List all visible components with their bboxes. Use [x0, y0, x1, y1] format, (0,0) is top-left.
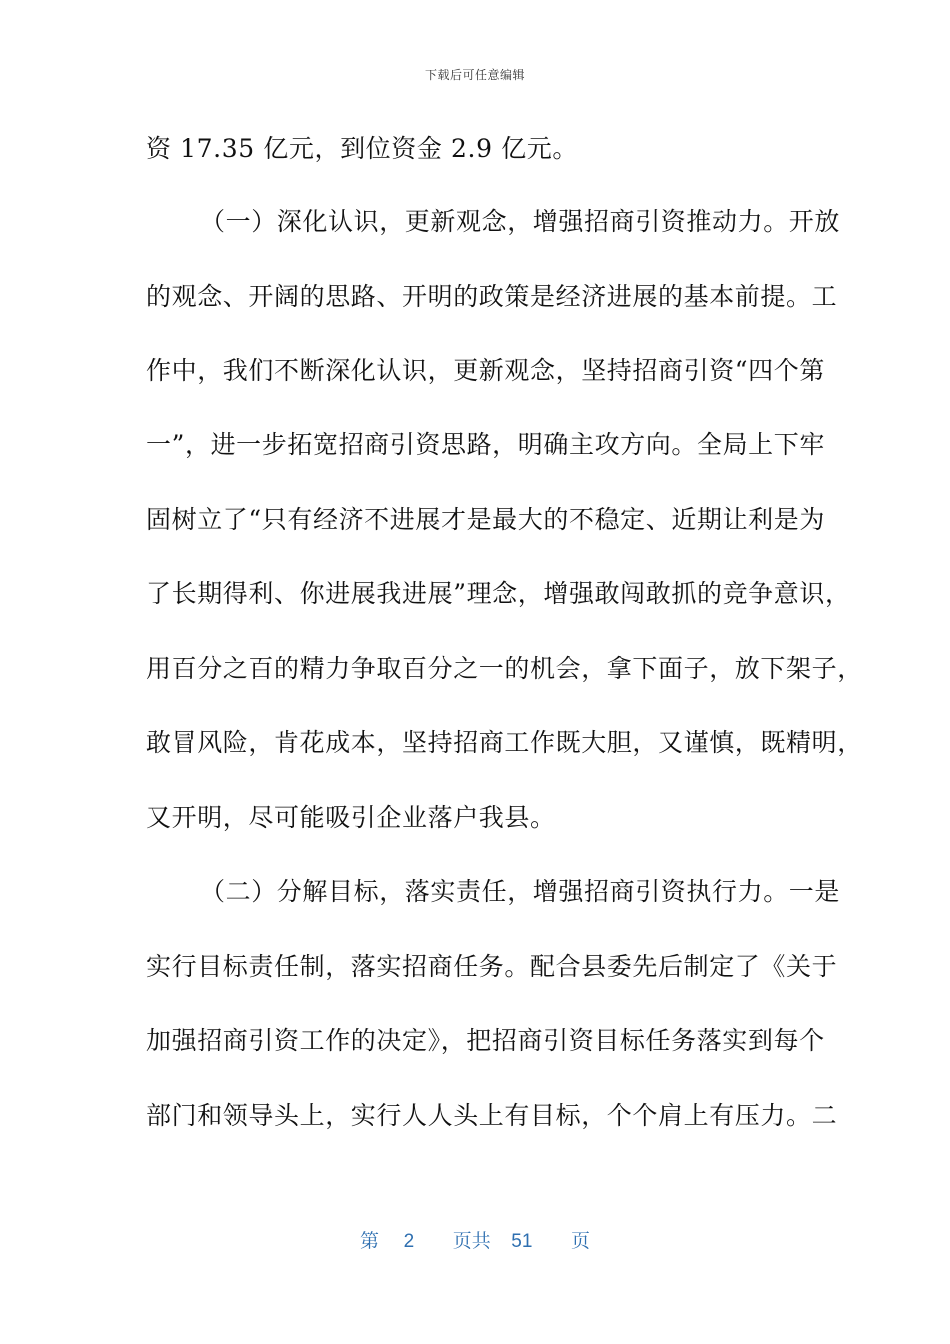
- body-line: 用百分之百的精力争取百分之一的机会，拿下面子，放下架子，: [146, 654, 863, 683]
- body-line: 资 17.35 亿元，到位资金 2.9 亿元。: [146, 134, 578, 163]
- page-label-mid: 页共: [452, 1231, 491, 1252]
- body-line: 部门和领导头上，实行人人头上有目标，个个肩上有压力。二: [146, 1101, 838, 1130]
- body-line: 固树立了“只有经济不进展才是最大的不稳定、近期让利是为: [146, 505, 825, 534]
- body-line: 作中，我们不断深化认识，更新观念，坚持招商引资“四个第: [146, 356, 825, 385]
- body-line: 的观念、开阔的思路、开明的政策是经济进展的基本前提。工: [146, 282, 838, 311]
- paragraph-heading-1: （一）深化认识，更新观念，增强招商引资推动力。开放: [200, 207, 841, 236]
- body-line: 一”，进一步拓宽招商引资思路，明确主攻方向。全局上下牢: [146, 430, 825, 459]
- body-line: 敢冒风险，肯花成本，坚持招商工作既大胆，又谨慎，既精明，: [146, 728, 863, 757]
- body-line: 又开明，尽可能吸引企业落户我县。: [146, 803, 556, 832]
- paragraph-heading-2: （二）分解目标，落实责任，增强招商引资执行力。一是: [200, 877, 841, 906]
- header-note: 下载后可任意编辑: [424, 68, 525, 82]
- body-line: 了长期得利、你进展我进展”理念，增强敢闯敢抓的竞争意识，: [146, 579, 851, 608]
- page-footer: [0, 1226, 950, 1253]
- page-label-prefix: 第: [359, 1231, 379, 1252]
- current-page-number: 2: [403, 1231, 415, 1252]
- body-line: 加强招商引资工作的决定》，把招商引资目标任务落实到每个: [146, 1026, 825, 1055]
- page-label-suffix: 页: [570, 1231, 590, 1252]
- total-pages-number: 51: [511, 1231, 533, 1252]
- body-line: 实行目标责任制，落实招商任务。配合县委先后制定了《关于: [146, 952, 838, 981]
